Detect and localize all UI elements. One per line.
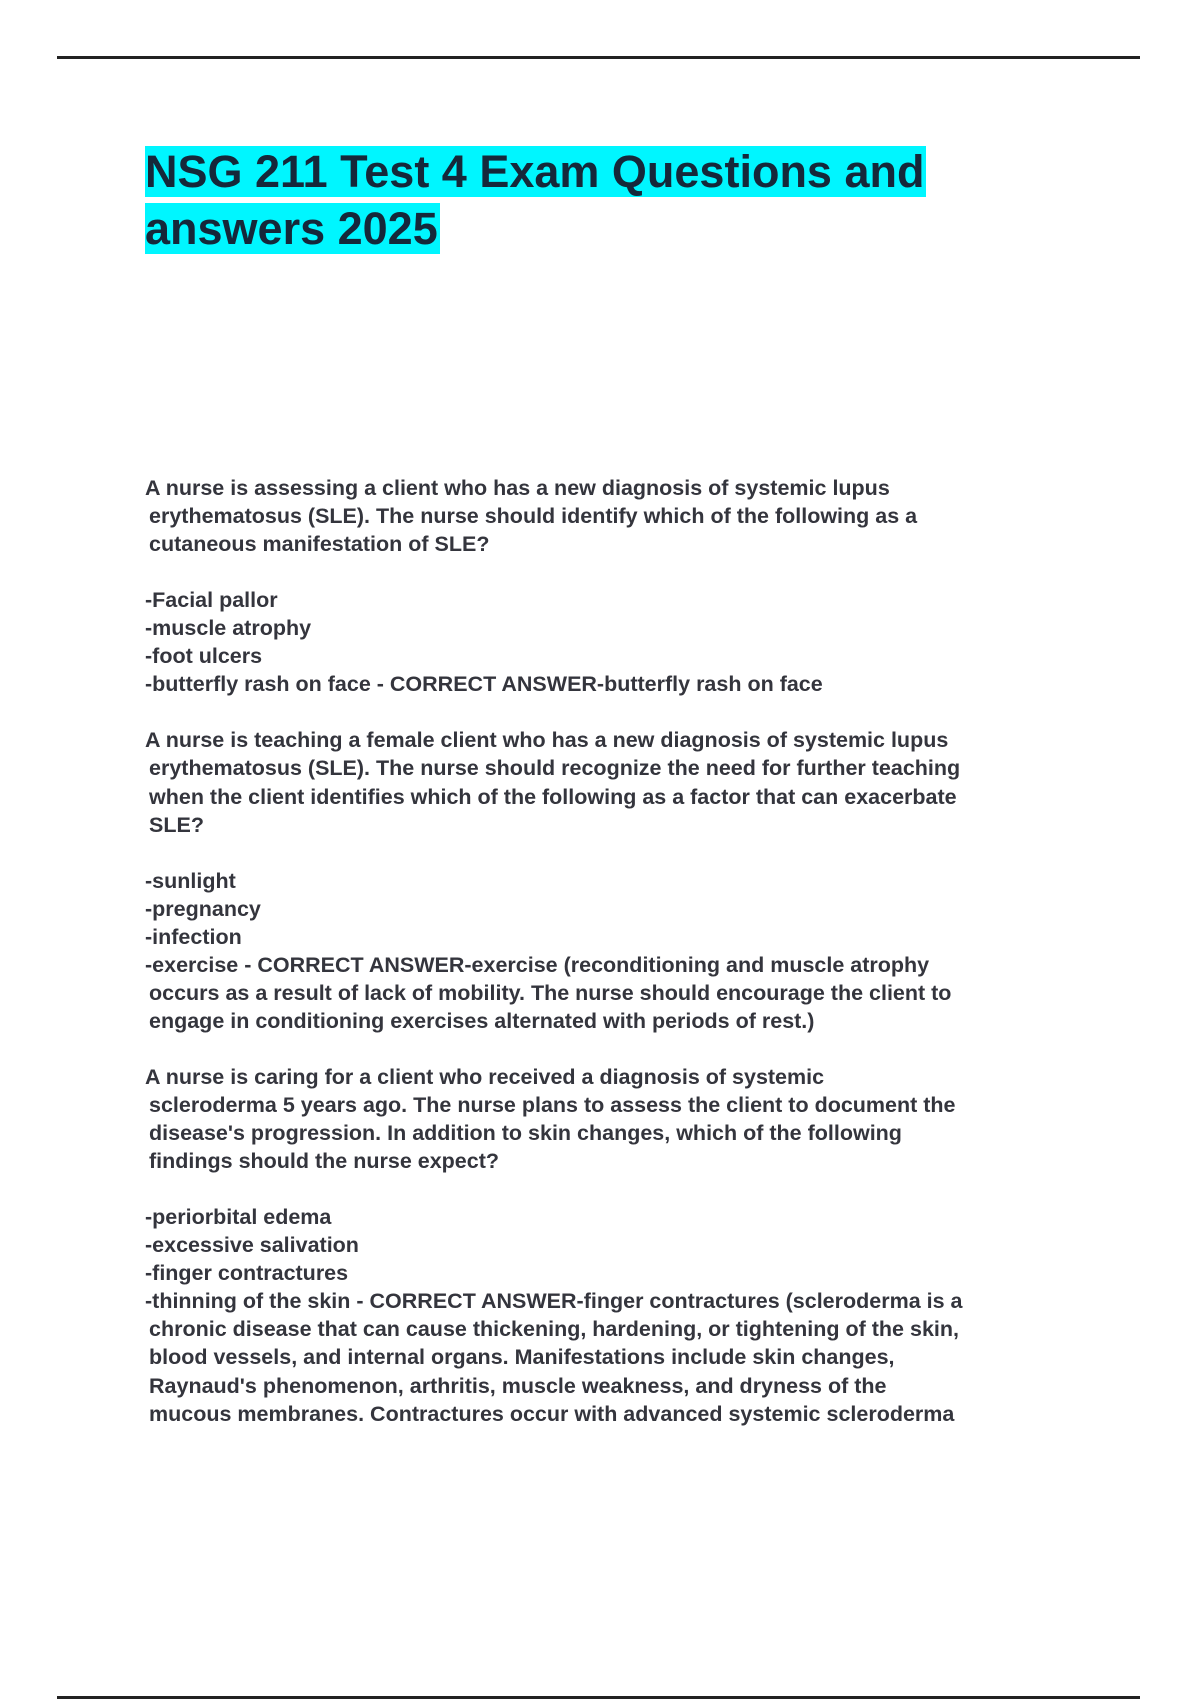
question-block <box>145 474 1145 698</box>
question-text-line: erythematosus (SLE). The nurse should recognize the need for further teaching <box>149 756 961 781</box>
question-text-line: findings should the nurse expect? <box>149 1149 500 1174</box>
question-text-line: A nurse is assessing a client who has a new diagnosis of systemic lupus <box>145 476 890 500</box>
top-rule <box>57 56 1140 59</box>
answer-rationale-line: Raynaud's phenomenon, arthritis, muscle weakness, and dryness of the <box>149 1373 887 1398</box>
answer-option-line: -infection <box>145 924 242 949</box>
answer-rationale-line: occurs as a result of lack of mobility. The nurse should encourage the client to <box>149 980 952 1005</box>
spacer <box>145 1175 1145 1203</box>
question-block <box>145 1035 1145 1428</box>
spacer <box>145 698 1145 726</box>
answer-option-line: -sunlight <box>145 868 236 893</box>
questions-body <box>145 474 1145 1428</box>
bottom-rule <box>57 1696 1140 1699</box>
question-text-line: when the client identifies which of the following as a factor that can exacerbate <box>149 784 957 809</box>
answer-option-line: -periorbital edema <box>145 1205 332 1230</box>
answer-option-line: -foot ulcers <box>145 644 263 669</box>
answer-option-line: -Facial pallor <box>145 588 278 613</box>
question-text-line: erythematosus (SLE). The nurse should identify which of the following as a <box>149 504 918 529</box>
spacer <box>145 1035 1145 1063</box>
question-block <box>145 698 1145 1035</box>
answer-option-line: -butterfly rash on face - CORRECT ANSWER-butterfly rash on face <box>145 672 823 697</box>
question-text-line: scleroderma 5 years ago. The nurse plans to assess the client to document the <box>149 1093 956 1118</box>
answer-option-line: -thinning of the skin - CORRECT ANSWER-finger contractures (scleroderma is a <box>145 1289 963 1314</box>
answer-option-line: -pregnancy <box>145 896 261 921</box>
answer-option-line: -muscle atrophy <box>145 616 312 641</box>
spacer <box>145 839 1145 867</box>
question-text-line: disease's progression. In addition to skin changes, which of the following <box>149 1121 902 1146</box>
answer-rationale-line: mucous membranes. Contractures occur with advanced systemic scleroderma <box>149 1401 955 1426</box>
question-text-line: A nurse is caring for a client who received a diagnosis of systemic <box>145 1064 825 1089</box>
answer-option-line: -excessive salivation <box>145 1233 359 1258</box>
title-highlight: NSG 211 Test 4 Exam Questions and answers 2025 <box>145 146 925 254</box>
question-text-line: SLE? <box>149 812 204 837</box>
answer-rationale-line: engage in conditioning exercises alternated with periods of rest.) <box>149 1008 815 1033</box>
answer-option-line: -exercise - CORRECT ANSWER-exercise (reconditioning and muscle atrophy <box>145 952 930 977</box>
spacer <box>145 558 1145 586</box>
question-text-line: cutaneous manifestation of SLE? <box>149 532 490 557</box>
document-title <box>145 144 1045 257</box>
answer-rationale-line: blood vessels, and internal organs. Manifestations include skin changes, <box>149 1345 895 1370</box>
answer-option-line: -finger contractures <box>145 1261 349 1286</box>
answer-rationale-line: chronic disease that can cause thickening, hardening, or tightening of the skin, <box>149 1317 959 1342</box>
question-text-line: A nurse is teaching a female client who has a new diagnosis of systemic lupus <box>145 728 949 753</box>
